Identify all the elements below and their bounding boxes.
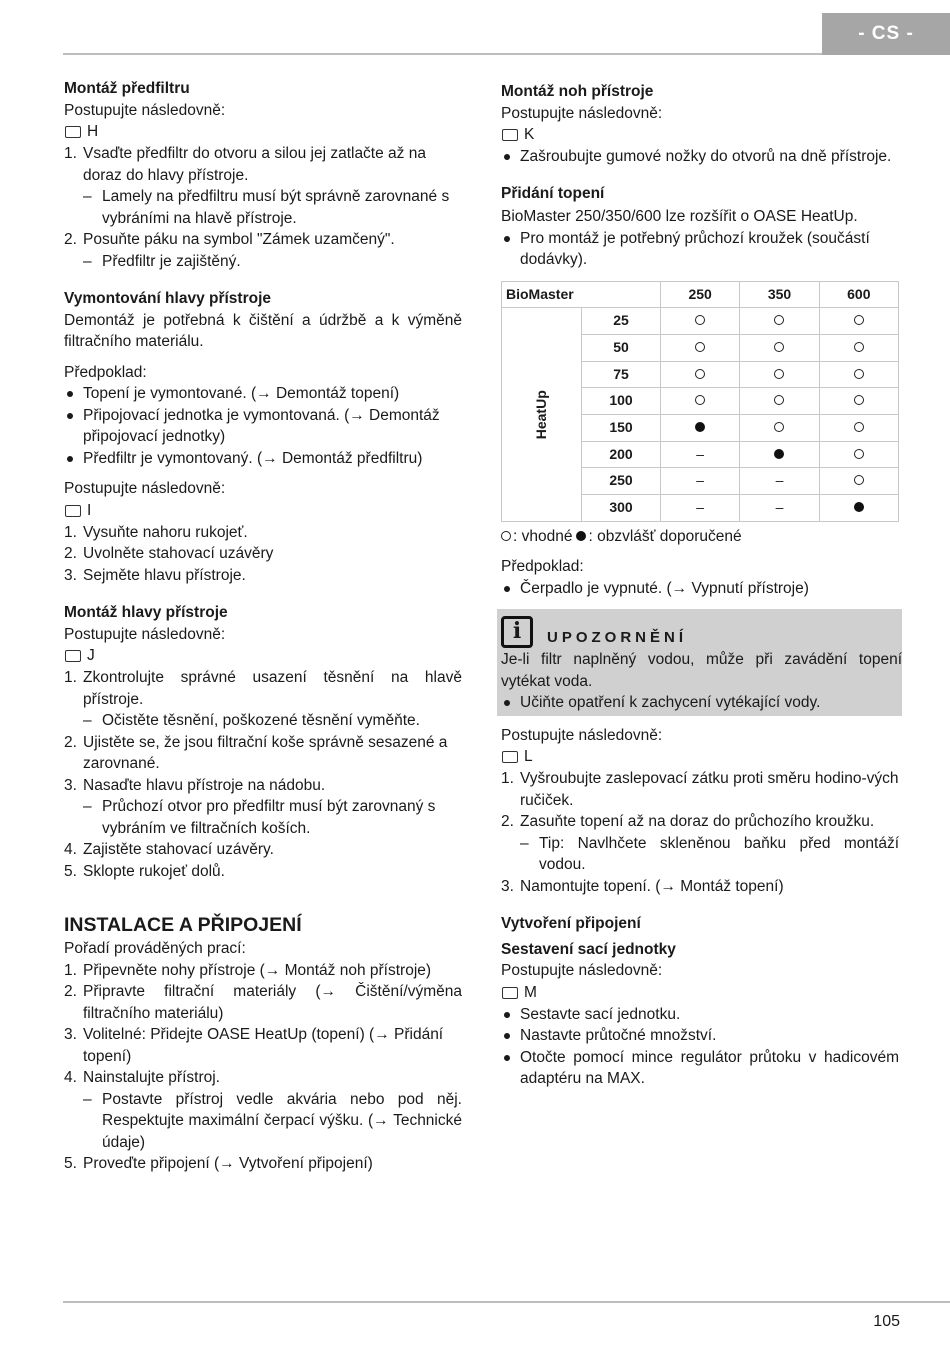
suitable-cell bbox=[661, 388, 740, 415]
suitable-cell bbox=[740, 361, 819, 388]
list-item: Učiňte opatření k zachycení vytékající vody. bbox=[501, 692, 902, 714]
table-row bbox=[502, 308, 899, 335]
warning-box bbox=[497, 609, 902, 716]
list-item: 3. Volitelné: Přidejte OASE HeatUp (topení) (→ Přidání topení) bbox=[64, 1026, 444, 1065]
list-item: 5. Proveďte připojení (→ Vytvoření připojení) bbox=[64, 1155, 373, 1172]
section-title: Vytvoření připojení bbox=[501, 915, 641, 933]
open-circle-icon bbox=[695, 315, 705, 325]
figure-icon bbox=[502, 987, 518, 999]
page-number: 105 bbox=[873, 1313, 900, 1330]
row-label: 150 bbox=[582, 414, 661, 441]
bullet-list bbox=[501, 578, 899, 600]
bullet-list bbox=[501, 1004, 899, 1090]
open-circle-icon bbox=[854, 315, 864, 325]
row-label: 25 bbox=[582, 308, 661, 335]
open-circle-icon bbox=[854, 395, 864, 405]
step-list bbox=[64, 143, 462, 272]
language-tab: - CS - bbox=[822, 13, 950, 55]
figure-ref: K bbox=[501, 124, 899, 146]
not-suitable-cell: – bbox=[661, 495, 740, 522]
open-circle-icon bbox=[774, 315, 784, 325]
prerequisite-label: Předpoklad: bbox=[501, 558, 584, 576]
filled-circle-icon bbox=[854, 502, 864, 512]
bullet-list bbox=[501, 146, 899, 168]
bullet-list bbox=[501, 692, 902, 714]
suitable-cell bbox=[661, 308, 740, 335]
not-suitable-cell: – bbox=[740, 495, 819, 522]
suitable-cell bbox=[819, 388, 898, 415]
suitable-cell bbox=[740, 414, 819, 441]
suitable-cell bbox=[661, 334, 740, 361]
not-suitable-cell: – bbox=[740, 468, 819, 495]
list-item: – Postavte přístroj vedle akvária nebo pod něj. Respektujte maximální čerpací výšku. (→ Technické údaje) bbox=[83, 1089, 462, 1154]
row-label: 200 bbox=[582, 441, 661, 468]
prerequisite-label: Předpoklad: bbox=[64, 363, 147, 381]
list-item: 1. Vyšroubujte zaslepovací zátku proti směru hodino-vých ručiček. bbox=[501, 770, 899, 809]
filled-circle-icon bbox=[774, 449, 784, 459]
row-label: 50 bbox=[582, 334, 661, 361]
figure-ref: H bbox=[64, 121, 462, 143]
intro-text: Pořadí prováděných prací: bbox=[64, 940, 246, 957]
open-circle-icon bbox=[854, 449, 864, 459]
list-item: 5. Sklopte rukojeť dolů. bbox=[64, 862, 225, 880]
table-header: 600 bbox=[819, 281, 898, 308]
figure-ref: L bbox=[501, 746, 899, 768]
list-item: 1. Zkontrolujte správné usazení těsnění na hlavě přístroje. – Očistěte těsnění, poškozené těsnění vyměňte. bbox=[64, 667, 462, 732]
section-title: Přidání topení bbox=[501, 184, 605, 202]
figure-ref: M bbox=[501, 982, 899, 1004]
figure-ref: I bbox=[64, 500, 462, 522]
open-circle-icon bbox=[854, 369, 864, 379]
list-item: – Předfiltr je zajištěný. bbox=[83, 251, 462, 273]
open-circle-icon bbox=[854, 422, 864, 432]
open-circle-icon bbox=[774, 369, 784, 379]
list-item: 3. Sejměte hlavu přístroje. bbox=[64, 566, 246, 584]
open-circle-icon bbox=[854, 342, 864, 352]
figure-icon bbox=[65, 126, 81, 138]
step-list bbox=[64, 960, 462, 1175]
section-subtitle: Sestavení sací jednotky bbox=[501, 940, 676, 958]
list-item: 1. Vsaďte předfiltr do otvoru a silou jej zatlačte až na doraz do hlavy přístroje. – Lamely na předfiltru musí být správně zarovnané s vybráními na hlavě přístroje. bbox=[64, 143, 462, 229]
intro-text: Postupujte následovně: bbox=[64, 625, 226, 643]
not-suitable-cell: – bbox=[661, 468, 740, 495]
intro-text: Postupujte následovně: bbox=[501, 104, 663, 122]
list-item: Sestavte sací jednotku. bbox=[501, 1004, 899, 1026]
suitable-cell bbox=[819, 361, 898, 388]
open-circle-icon bbox=[695, 342, 705, 352]
section-title: Vymontování hlavy přístroje bbox=[64, 290, 272, 307]
intro-text: Postupujte následovně: bbox=[501, 962, 663, 980]
bullet-list bbox=[501, 228, 899, 271]
open-circle-icon bbox=[774, 395, 784, 405]
intro-text: Demontáž je potřebná k čištění a údržbě a k výměně filtračního materiálu. bbox=[64, 311, 462, 350]
row-label: 250 bbox=[582, 468, 661, 495]
row-label: 300 bbox=[582, 495, 661, 522]
heatup-table bbox=[501, 281, 899, 522]
step-list bbox=[64, 667, 462, 882]
table-corner: BioMaster bbox=[502, 281, 661, 308]
open-circle-icon bbox=[695, 369, 705, 379]
list-item: – Lamely na předfiltru musí být správně zarovnané s vybráními na hlavě přístroje. bbox=[83, 186, 462, 229]
suitable-cell bbox=[740, 308, 819, 335]
table-legend: : vhodné : obzvlášť doporučené bbox=[501, 526, 899, 548]
footer-rule bbox=[63, 1301, 950, 1303]
list-item: Topení je vymontované. (→ Demontáž topení) bbox=[64, 383, 462, 405]
intro-text: Postupujte následovně: bbox=[64, 101, 226, 119]
open-circle-icon bbox=[695, 395, 705, 405]
list-item: 2. Ujistěte se, že jsou filtrační koše správně sesazené a zarovnané. bbox=[64, 733, 448, 772]
figure-icon bbox=[502, 129, 518, 141]
intro-text: Postupujte následovně: bbox=[501, 726, 663, 744]
open-circle-icon bbox=[774, 342, 784, 352]
suitable-cell bbox=[819, 308, 898, 335]
suitable-cell bbox=[740, 334, 819, 361]
list-item: 4. Nainstalujte přístroj. – Postavte přístroj vedle akvária nebo pod něj. Respektujte maximální čerpací výšku. (→ Technické údaje) bbox=[64, 1067, 462, 1153]
suitable-cell bbox=[819, 441, 898, 468]
left-column bbox=[64, 78, 462, 1175]
figure-ref: J bbox=[64, 645, 462, 667]
filled-circle-icon bbox=[695, 422, 705, 432]
list-item: 1. Vysuňte nahoru rukojeť. bbox=[64, 523, 248, 541]
right-column bbox=[501, 81, 902, 1090]
suitable-cell bbox=[819, 414, 898, 441]
header-rule bbox=[63, 53, 823, 55]
recommended-cell bbox=[740, 441, 819, 468]
chapter-title: INSTALACE A PŘIPOJENÍ bbox=[64, 914, 302, 936]
open-circle-icon bbox=[854, 475, 864, 485]
list-item: 2. Připravte filtrační materiály (→ Čištění/výměna filtračního materiálu) bbox=[64, 983, 462, 1022]
list-item: 1. Připevněte nohy přístroje (→ Montáž noh přístroje) bbox=[64, 961, 432, 979]
list-item: – Průchozí otvor pro předfiltr musí být zarovnaný s vybráním ve filtračních koších. bbox=[83, 796, 462, 839]
row-label: 100 bbox=[582, 388, 661, 415]
figure-icon bbox=[65, 650, 81, 662]
figure-icon bbox=[502, 751, 518, 763]
open-circle-icon bbox=[501, 531, 511, 541]
list-item: 3. Nasaďte hlavu přístroje na nádobu. – Průchozí otvor pro předfiltr musí být zarovnaný s vybráním ve filtračních koších. bbox=[64, 775, 462, 840]
list-item: Otočte pomocí mince regulátor průtoku v hadicovém adaptéru na MAX. bbox=[501, 1047, 899, 1090]
table-header: 250 bbox=[661, 281, 740, 308]
suitable-cell bbox=[819, 468, 898, 495]
intro-text: BioMaster 250/350/600 lze rozšířit o OASE HeatUp. bbox=[501, 208, 858, 225]
figure-icon bbox=[65, 505, 81, 517]
list-item: 4. Zajistěte stahovací uzávěry. bbox=[64, 841, 274, 858]
row-label: 75 bbox=[582, 361, 661, 388]
intro-text: Postupujte následovně: bbox=[64, 480, 226, 497]
recommended-cell bbox=[661, 414, 740, 441]
list-item: 2. Zasuňte topení až na doraz do průchozího kroužku. – Tip: Navlhčete skleněnou baňku před montáží vodou. bbox=[501, 811, 899, 876]
list-item: 2. Uvolněte stahovací uzávěry bbox=[64, 545, 274, 562]
list-item: – Očistěte těsnění, poškozené těsnění vyměňte. bbox=[83, 710, 462, 732]
open-circle-icon bbox=[774, 422, 784, 432]
section-title: Montáž předfiltru bbox=[64, 80, 190, 97]
list-item: Připojovací jednotka je vymontovaná. (→ Demontáž připojovací jednotky) bbox=[64, 405, 462, 448]
step-list bbox=[64, 522, 462, 587]
section-title: Montáž hlavy přístroje bbox=[64, 604, 228, 621]
warning-title: UPOZORNĚNÍ bbox=[547, 629, 688, 647]
bullet-list bbox=[64, 383, 462, 469]
list-item: Předfiltr je vymontovaný. (→ Demontáž předfiltru) bbox=[64, 448, 462, 470]
list-item: Čerpadlo je vypnuté. (→ Vypnutí přístroje) bbox=[501, 578, 899, 600]
list-item: 3. Namontujte topení. (→ Montáž topení) bbox=[501, 877, 784, 895]
list-item: Nastavte průtočné množství. bbox=[501, 1025, 899, 1047]
list-item: 2. Posuňte páku na symbol "Zámek uzamčený". – Předfiltr je zajištěný. bbox=[64, 229, 462, 272]
filled-circle-icon bbox=[576, 531, 586, 541]
step-list bbox=[501, 768, 899, 897]
table-header: 350 bbox=[740, 281, 819, 308]
section-title: Montáž noh přístroje bbox=[501, 83, 654, 100]
list-item: – Tip: Navlhčete skleněnou baňku před montáží vodou. bbox=[520, 833, 899, 876]
suitable-cell bbox=[740, 388, 819, 415]
list-item: Pro montáž je potřebný průchozí kroužek (součástí dodávky). bbox=[501, 228, 899, 271]
warning-text: Je-li filtr naplněný vodou, může při zavádění topení vytékat voda. bbox=[501, 651, 902, 690]
suitable-cell bbox=[661, 361, 740, 388]
list-item: Zašroubujte gumové nožky do otvorů na dně přístroje. bbox=[501, 146, 899, 168]
not-suitable-cell: – bbox=[661, 441, 740, 468]
suitable-cell bbox=[819, 334, 898, 361]
info-icon: i bbox=[501, 616, 533, 648]
recommended-cell bbox=[819, 495, 898, 522]
table-side-label: HeatUp bbox=[502, 308, 582, 522]
